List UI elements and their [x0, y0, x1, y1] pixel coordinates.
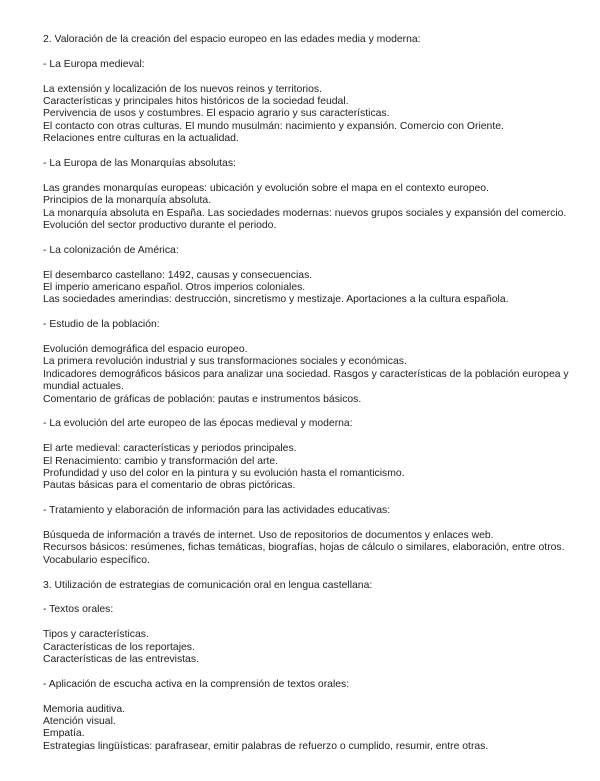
text-line: - La evolución del arte europeo de las épocas medieval y moderna:: [43, 418, 353, 430]
text-line: Relaciones entre culturas en la actualidad.: [43, 133, 239, 145]
text-line: - La colonización de América:: [43, 244, 179, 256]
section-heading: [43, 34, 573, 46]
text-line: Principios de la monarquía absoluta.: [43, 195, 212, 207]
paragraph: [43, 629, 573, 666]
text-line: - Aplicación de escucha activa en la comprensión de textos orales:: [43, 678, 350, 690]
subsection-heading: [43, 245, 573, 257]
text-line: El contacto con otras culturas. El mundo musulmán: nacimiento y expansión. Comercio con Oriente.: [43, 120, 504, 132]
text-line: La extensión y localización de los nuevos reinos y territorios.: [43, 83, 322, 95]
section-heading: [43, 580, 573, 592]
text-line: 3. Utilización de estrategias de comunicación oral en lengua castellana:: [43, 579, 373, 591]
text-line: Recursos básicos: resúmenes, fichas temáticas, biografías, hojas de cálculo o similares, elaboración, entre otros.: [43, 542, 565, 554]
text-line: Tipos y características.: [43, 629, 149, 641]
text-line: La primera revolución industrial y sus transformaciones sociales y económicas.: [43, 356, 407, 368]
paragraph: [43, 84, 573, 146]
text-line: 2. Valoración de la creación del espacio europeo en las edades media y moderna:: [43, 34, 421, 45]
text-line: Características y principales hitos históricos de la sociedad feudal.: [43, 96, 349, 107]
text-line: La monarquía absoluta en España. Las sociedades modernas: nuevos grupos sociales y expansión del comercio.: [43, 207, 567, 219]
text-line: Estrategias lingüísticas: parafrasear, emitir palabras de refuerzo o cumplido, resumir, entre otras.: [43, 740, 489, 752]
document-page: [43, 34, 573, 766]
text-line: - Estudio de la población:: [43, 319, 160, 331]
text-line: Atención visual.: [43, 716, 116, 728]
text-line: Evolución demográfica del espacio europeo.: [43, 344, 248, 356]
subsection-heading: [43, 59, 573, 71]
text-line: Características de los reportajes.: [43, 641, 195, 653]
paragraph: [43, 270, 573, 307]
subsection-heading: [43, 319, 573, 331]
text-line: Pervivencia de usos y costumbres. El espacio agrario y sus características.: [43, 108, 390, 120]
text-line: Las sociedades amerindias: destrucción, sincretismo y mestizaje. Aportaciones a la cultura española.: [43, 294, 509, 306]
text-line: Pautas básicas para el comentario de obras pictóricas.: [43, 480, 296, 492]
text-line: El imperio americano español. Otros imperios coloniales.: [43, 282, 306, 294]
paragraph: [43, 344, 573, 406]
text-line: El desembarco castellano: 1492, causas y consecuencias.: [43, 269, 313, 281]
subsection-heading: [43, 604, 573, 616]
text-line: - La Europa de las Monarquías absolutas:: [43, 158, 236, 170]
subsection-heading: [43, 158, 573, 170]
text-line: Evolución del sector productivo durante el periodo.: [43, 220, 277, 232]
paragraph: [43, 183, 573, 233]
text-line: El arte medieval: características y periodos principales.: [43, 443, 297, 455]
text-line: Memoria auditiva.: [43, 703, 126, 715]
subsection-heading: [43, 505, 573, 517]
text-line: - Textos orales:: [43, 604, 114, 616]
paragraph: [43, 704, 573, 754]
text-line: Vocabulario específico.: [43, 554, 150, 566]
text-line: Características de las entrevistas.: [43, 654, 199, 666]
text-line: El Renacimiento: cambio y transformación del arte.: [43, 455, 279, 467]
text-line: Profundidad y uso del color en la pintura y su evolución hasta el romanticismo.: [43, 468, 405, 480]
text-line: - Tratamiento y elaboración de información para las actividades educativas:: [43, 505, 391, 517]
paragraph: [43, 530, 573, 567]
text-line: - La Europa medieval:: [43, 58, 145, 70]
paragraph: [43, 443, 573, 493]
text-line: Comentario de gráficas de población: pautas e instrumentos básicos.: [43, 393, 362, 405]
subsection-heading: [43, 418, 573, 430]
text-line: Búsqueda de información a través de internet. Uso de repositorios de documentos y enlaces web.: [43, 530, 494, 542]
text-line: Las grandes monarquías europeas: ubicación y evolución sobre el mapa en el contexto europeo.: [43, 182, 489, 194]
subsection-heading: [43, 679, 573, 691]
text-line: Indicadores demográficos básicos para analizar una sociedad. Rasgos y características de la población europea y mundial actuales.: [43, 368, 569, 393]
text-line: Empatía.: [43, 728, 85, 740]
